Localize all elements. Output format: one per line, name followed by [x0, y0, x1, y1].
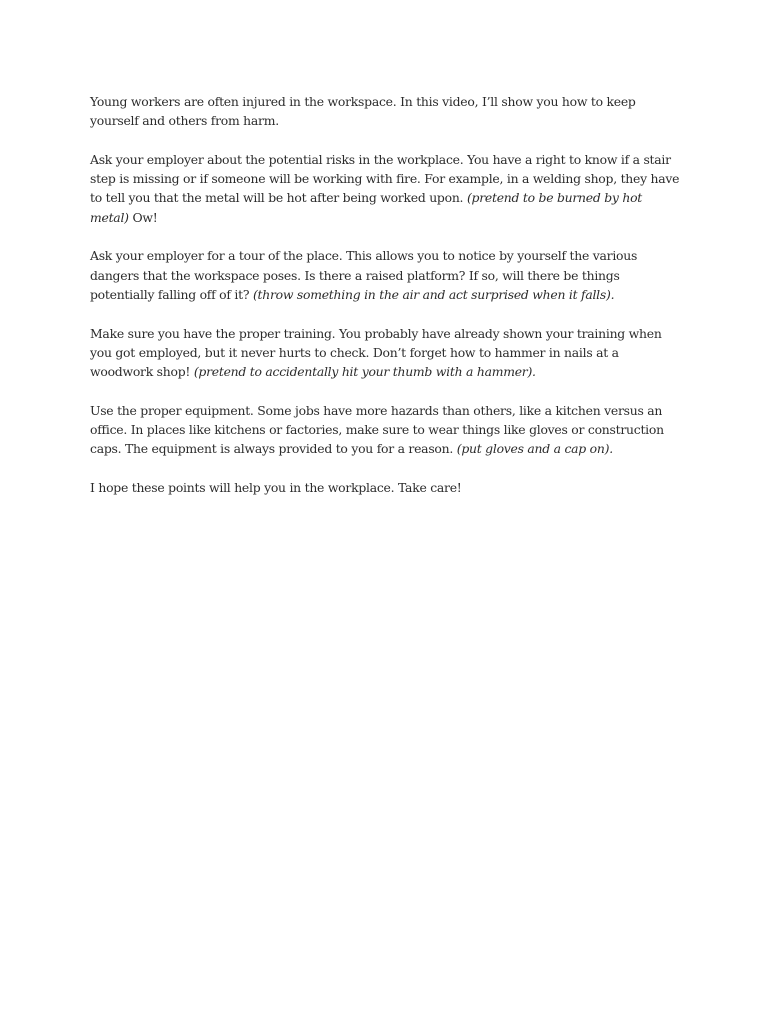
paragraph-text: Young workers are often injured in the workspace. In this video, I’ll show you how to keep yourself and others from harm. — [90, 94, 636, 129]
stage-direction: (pretend to accidentally hit your thumb with a hammer). — [193, 364, 536, 380]
paragraph-proper-training — [90, 324, 682, 382]
paragraph-text: Use the proper equipment. Some jobs have more hazards than others, like a kitchen versus an office. In places like kitchens or factories, make sure to wear things like gloves or construction caps. The equipment is always provided to you for a reason. — [90, 402, 664, 457]
stage-direction: (pretend to be burned by hot metal) — [90, 190, 643, 225]
paragraph-closing — [90, 478, 682, 497]
paragraph-ask-about-risks — [90, 150, 682, 227]
document-body — [90, 92, 682, 517]
paragraph-proper-equipment — [90, 401, 682, 459]
paragraph-ask-for-tour — [90, 246, 682, 304]
stage-direction: (put gloves and a cap on). — [456, 441, 613, 457]
paragraph-intro — [90, 92, 682, 131]
paragraph-text: Make sure you have the proper training. You probably have already shown your training when you got employed, but it never hurts to check. Don’t forget how to hammer in nails at a woodwork shop! — [90, 325, 662, 380]
paragraph-exclamation: Ow! — [132, 209, 158, 225]
paragraph-text: Ask your employer about the potential risks in the workplace. You have a right to know if a stair step is missing or if someone will be working with fire. For example, in a welding shop, they have to tell you that the metal will be hot after being worked upon. — [90, 151, 680, 206]
stage-direction: (throw something in the air and act surprised when it falls). — [252, 286, 615, 302]
paragraph-text: I hope these points will help you in the workplace. Take care! — [90, 479, 462, 495]
paragraph-text: Ask your employer for a tour of the place. This allows you to notice by yourself the various dangers that the workspace poses. Is there a raised platform? If so, will there be things potentially falling off of it? — [90, 248, 638, 302]
